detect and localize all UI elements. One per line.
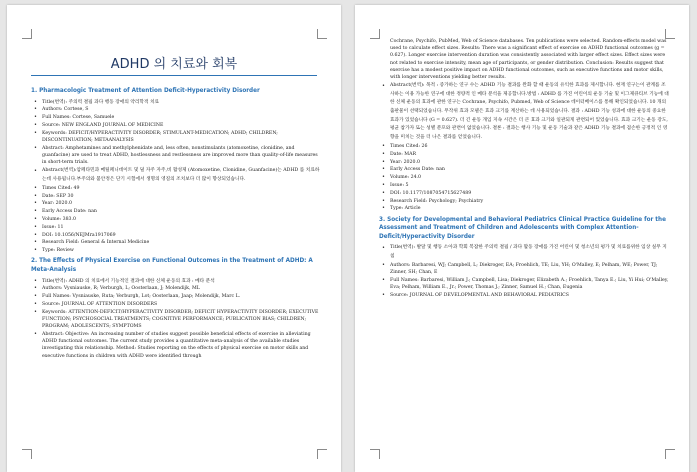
field-abstract: • Abstract: Amphetamines and methylphenidate and, less often, nonstimulants (atomoxetine, clonidine, and guanfacine) are used to treat ADHD, hostlessness and restlessness are improved more than quality-of-life measures in short-term trials. (31, 145, 321, 167)
field-date: • Date: MAR (379, 151, 669, 158)
field-title-translation: • Title(번역): ADHD 의 치료에서 기능적인 결과에 대한 신체 운동의 효과 : 메타 분석 (31, 278, 321, 285)
page-2-content (379, 38, 669, 300)
field-volume: • Volume: 24.0 (379, 174, 669, 181)
field-issue: • Issue: 11 (31, 224, 321, 231)
section-heading: 3. Society for Developmental and Behavioral Pediatrics Clinical Practice Guideline for the Assessment and Treatment of Children and Adolescents with Complex Attention-Deficit/Hyperactivity Disorder (379, 216, 666, 240)
crop-mark (370, 449, 380, 459)
field-keywords: • Keywords: ATTENTION-DEFICIT/HYPERACTIVITY DISORDER; DEFICIT HYPERACTIVITY DISORDER; EXECUTIVE FUNCTION; PSYCHOSOCIAL TREATMENTS; COGNITIVE PERFORMANCE; PUBLICATION BIAS; CHILDREN; PROGRAM; ADOLESCENTS; SYMPTOMS (31, 309, 321, 331)
record-field-list (31, 278, 321, 360)
field-type: • Type: Article (379, 205, 669, 212)
title-underline (31, 75, 317, 76)
field-abstract-translation: • Abstract(번역):암페타민과 메틸페니데이트 및 덜 자주 자주,비 활성제 (Atomoxetine, Clonidine, Guanfacine)는 ADHD 를 치료하는데 사용됩니다.부주의와 불안정은 단기 시험에서 생명의 영질의 조치보다 더 많이 향상되었습니다. (31, 167, 321, 184)
field-type: • Type: Review (31, 247, 321, 254)
crop-mark (317, 449, 327, 459)
document-page-2 (355, 5, 689, 472)
document-page-1 (7, 5, 341, 472)
field-source: • Source: NEW ENGLAND JOURNAL OF MEDICINE (31, 122, 321, 129)
field-keywords: • Keywords: DEFICIT/HYPERACTIVITY DISORDER; STIMULANT-MEDICATION; ADHD; CHILDREN; DISCONTINUATION; METAANALYSIS (31, 130, 321, 144)
field-volume: • Volume: 383.0 (31, 216, 321, 223)
crop-mark (317, 29, 327, 39)
field-times-cited: • Times Cited: 49 (31, 185, 321, 192)
field-year: • Year: 2020.0 (379, 159, 669, 166)
crop-mark (22, 449, 32, 459)
section-heading: 1. Pharmacologic Treatment of Attention Deficit-Hyperactivity Disorder (31, 88, 260, 94)
field-full-names: • Full Names: Vysniauske, Ruta; Verburgh, Lot; Oosterlaan, Jaap; Molendijk, Marc L. (31, 293, 321, 300)
field-times-cited: • Times Cited: 26 (379, 143, 669, 150)
field-early-access-date: • Early Access Date: nan (31, 208, 321, 215)
field-abstract: • Abstract: Objective: An increasing number of studies suggest possible beneficial effects of exercise in alleviating ADHD functional outcomes. The current study provides a quantitative meta-analysis of the available studies investigating this relationship. Method: Studies reporting on the effects of physical exercise on motor skills and executive functions in children with ADHD were identified through (31, 331, 321, 360)
field-year: • Year: 2020.0 (31, 200, 321, 207)
field-full-names: • Full Names: Barbaresi, William J.; Campbell, Lisa; Diekroger, Elizabeth A.; Froehlich, Tanya E.; Liu, Yi Hui; O'Malley, Eva; Pelham, William E., Jr.; Power, Thomas J.; Zinner, Samuel H.; Chan, Eugenia (379, 277, 669, 291)
field-title-translation: • Title(번역): 주의력 결핍 과다 행동 장애의 약리학적 치료 (31, 99, 321, 106)
section-heading: 2. The Effects of Physical Exercise on Functional Outcomes in the Treatment of ADHD: A Meta-Analysis (31, 258, 313, 273)
crop-mark (665, 449, 675, 459)
field-full-names: • Full Names: Cortese, Samuele (31, 114, 321, 121)
field-source: • Source: JOURNAL OF DEVELOPMENTAL AND BEHAVIORAL PEDIATRICS (379, 292, 669, 299)
field-early-access-date: • Early Access Date: nan (379, 166, 669, 173)
field-research-field: • Research Field: General & Internal Medicine (31, 239, 321, 246)
page-1-content (31, 84, 321, 360)
field-source: • Source: JOURNAL OF ATTENTION DISORDERS (31, 301, 321, 308)
field-issue: • Issue: 5 (379, 182, 669, 189)
field-authors: • Authors: Vysniauske, R; Verburgh, L; Oosterlaan, J; Molendijk, ML (31, 285, 321, 292)
field-title-translation: • Title(번역): 발달 및 행동 소아과 학회 복잡한 주의력 결핍 / 과다 활동 장애를 가진 어린이 및 청소년의 평가 및 치료를위한 임상 실무 지침 (379, 244, 669, 261)
abstract-continuation: Cochrane, Psychifo, PubMed, Web of Science databases. Ten publications were selected. Random-effects model was used to calculate effect sizes. Results: There was a significant effect of exercise on ADHD functional outcomes (g = 0.627). Longer exercise intervention duration was consistently associated with larger effect sizes. Effect sizes were not related to exercise intensity, mean age of participants, or gender distribution. Conclusion: Results suggest that exercise has a modest positive impact on ADHD functional outcomes, such as executive functions and motor skills, with longer interventions yielding better results. (390, 39, 667, 81)
record-field-list (379, 244, 669, 299)
field-doi: • DOI: 10.1056/NEJMra1917069 (31, 232, 321, 239)
field-abstract-translation: • Abstract(번역): 목적 : 증가하는 연구 수는 ADHD 기능 결과를 완화 할 때 운동의 유익한 효과를 제시합니다. 현재 연구는이 관계를 조사하는 이용 가능한 연구에 대한 정량적 인 메타 분석을 제공합니다.방법 : ADHD 를 가진 어린이의 운동 기술 및 이그제큐티브 기능에 대한 신체 운동의 효과에 관한 연구는 Cochrane, Psychifo, Pubmed, Web of Science 데이터베이스를 통해 확인되었습니다. 10 개의 출판물이 선택되었습니다. 무작위 효과 모델은 효과 크기를 계산하는 데 사용되었습니다. 결과 : ADHD 기능 성과에 대한 운동의 중요한 효과가 있었습니다 (G = 0.627). 더 긴 운동 개입 지속 시간은 더 큰 효과 크기와 일관되게 관련되어 있었습니다. 효과 크기는 운동 강도, 평균 참가자 또는 성별 분포와 관련이 없었습니다. 결론 : 결과는 행사 기능 및 운동 기술과 같은 ADHD 기능 결과에 겸손한 긍정적 인 영향을 미치는 것을 더 나은 결과를 얻었습니다. (379, 82, 669, 142)
field-authors: • Authors: Barbaresi, WJ; Campbell, L; Diekroger, EA; Froehlich, TE; Liu, YH; O'Malley, E; Pelham, WE; Power, TJ; Zinner, SH; Chan, E (379, 262, 669, 276)
record-field-list (379, 82, 669, 212)
field-authors: • Authors: Cortese, S (31, 106, 321, 113)
crop-mark (22, 29, 32, 39)
field-doi: • DOI: 10.1177/1087054715627489 (379, 190, 669, 197)
record-field-list (31, 99, 321, 255)
field-research-field: • Research Field: Psychology; Psychiatry (379, 198, 669, 205)
field-date: • Date: SEP 30 (31, 193, 321, 200)
document-title: ADHD 의 치료와 회복 (110, 57, 238, 72)
